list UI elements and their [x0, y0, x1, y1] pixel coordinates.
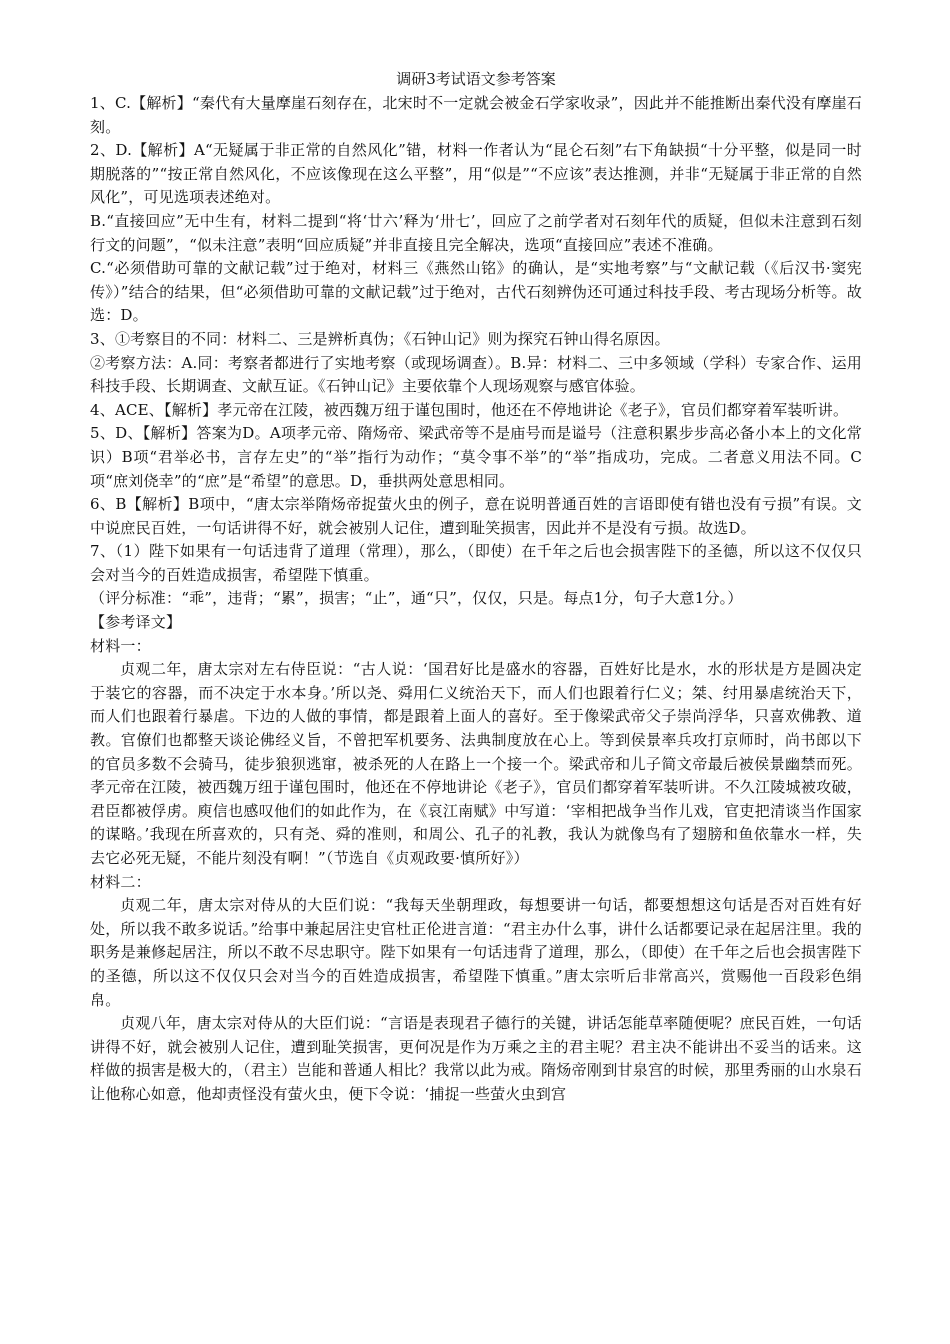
- paragraph: 【参考译文】: [90, 613, 182, 632]
- paragraph: 7、（1）陛下如果有一句话违背了道理（常理），那么，（即使）在千年之后也会损害陛下的圣德，所以这不仅仅只会对当今的百姓造成损害，希望陛下慎重。: [90, 542, 862, 584]
- document-body: [90, 92, 862, 1107]
- paragraph: 贞观八年，唐太宗对侍从的大臣们说：“言语是表现君子德行的关键，讲话怎能草率随便呢？庶民百姓，一句话讲得不好，就会被别人记住，遭到耻笑损害，更何况是作为万乘之主的君主呢？君主决不能讲出不妥当的话来。这样做的损害是极大的，（君主）岂能和普通人相比？我常以此为戒。隋炀帝刚到甘泉宫的时候，那里秀丽的山水泉石让他称心如意，他却责怪没有萤火虫，便下令说：‘捕捉一些萤火虫到宫: [90, 1014, 862, 1103]
- paragraph: 贞观二年，唐太宗对侍从的大臣们说：“我每天坐朝理政，每想要讲一句话，都要想想这句话是否对百姓有好处，所以我不敢多说话。”给事中兼起居注史官杜正伦进言道：“君主办什么事，讲什么话都要记录在起居注里。我的职务是兼修起居注，所以不敢不尽忠职守。陛下如果有一句话违背了道理，那么，（即使）在千年之后也会损害陛下的圣德，所以这不仅仅只会对当今的百姓造成损害，希望陛下慎重。”唐太宗听后非常高兴，赏赐他一百段彩色绢帛。: [90, 896, 862, 1009]
- paragraph: 5、D、【解析】答案为D。A项孝元帝、隋炀帝、梁武帝等不是庙号而是谥号（注意积累步步高必备小本上的文化常识）B项“君举必书，言存左史”的“举”指行为动作；“莫令事不举”的“举”指成功，完成。二者意义用法不同。C项“庶刘侥幸”的“庶”是“希望”的意思。D，垂拱两处意思相同。: [90, 424, 862, 490]
- paragraph: B.“直接回应”无中生有，材料二提到“将‘廿六’释为‘卅七’，回应了之前学者对石刻年代的质疑，但似未注意到石刻行文的问题”，“似未注意”表明“回应质疑”并非直接且完全解决，选项“直接回应”表述不准确。: [90, 211, 862, 254]
- paragraph: 1、C.【解析】“秦代有大量摩崖石刻存在，北宋时不一定就会被金石学家收录”，因此并不能推断出秦代没有摩崖石刻。: [90, 94, 862, 136]
- paragraph: 3、①考察目的不同：材料二、三是辨析真伪；《石钟山记》则为探究石钟山得名原因。: [90, 329, 670, 348]
- paragraph: 材料一：: [90, 636, 151, 655]
- paragraph: （评分标准：“乖”，违背；“累”，损害；“止”，通“只”，仅仅，只是。每点1分，句子大意1分。）: [90, 589, 743, 608]
- paragraph: 4、ACE、【解析】孝元帝在江陵，被西魏万纽于谨包围时，他还在不停地讲论《老子》，官员们都穿着军装听讲。: [90, 400, 849, 419]
- answer-document: [90, 68, 862, 1107]
- paragraph: 2、D.【解析】A“无疑属于非正常的自然风化”错，材料一作者认为“昆仑石刻”右下角缺损“十分平整，似是同一时期脱落的”“按正常自然风化，不应该像现在这么平整”，用“似是”“不应该”表达推测，并非“无疑属于非正常的自然风化”，可见选项表述绝对。: [90, 141, 862, 207]
- paragraph: 材料二：: [90, 872, 151, 891]
- paragraph: 6、B【解析】B项中，“唐太宗举隋炀帝捉萤火虫的例子，意在说明普通百姓的言语即使有错也没有亏损”有误。文中说庶民百姓，一句话讲得不好，就会被别人记住，遭到耻笑损害，因此并不是没有亏损。故选D。: [90, 495, 862, 537]
- paragraph: 贞观二年，唐太宗对左右侍臣说：“古人说：‘国君好比是盛水的容器，百姓好比是水，水的形状是方是圆决定于装它的容器，而不决定于水本身。’所以尧、舜用仁义统治天下，而人们也跟着行仁义；桀、纣用暴虐统治天下，而人们也跟着行暴虐。下边的人做的事情，都是跟着上面人的喜好。至于像梁武帝父子崇尚浮华，只喜欢佛教、道教。官僚们也都整天谈论佛经义旨，不曾把军机要务、法典制度放在心上。等到侯景率兵攻打京师时，尚书郎以下的官员多数不会骑马，徒步狼狈逃窜，被杀死的人在路上一个接一个。梁武帝和儿子简文帝最后被侯景幽禁而死。孝元帝在江陵，被西魏万纽于谨包围时，他还在不停地讲论《老子》，官员们都穿着军装听讲。不久江陵城被攻破，君臣都被俘虏。庾信也感叹他们的如此作为，在《哀江南赋》中写道：‘宰相把战争当作儿戏，官吏把清谈当作国家的谋略。’我现在所喜欢的，只有尧、舜的准则，和周公、孔子的礼教，我认为就像鸟有了翅膀和鱼依靠水一样，失去它必死无疑，不能片刻没有啊！”（节选自《贞观政要·慎所好》）: [90, 660, 862, 867]
- paragraph: ②考察方法：A.同：考察者都进行了实地考察（或现场调查）。B.异：材料二、三中多领域（学科）专家合作、运用科技手段、长期调查、文献互证。《石钟山记》主要依靠个人现场观察与感官体验。: [90, 353, 862, 396]
- document-title: 调研3考试语文参考答案: [396, 70, 556, 88]
- paragraph: C.“必须借助可靠的文献记载”过于绝对，材料三《燕然山铭》的确认，是“实地考察”与“文献记载（《后汉书·窦宪传》）”结合的结果，但“必须借助可靠的文献记载”过于绝对，古代石刻辨伪还可通过科技手段、考古现场分析等。故选：D。: [90, 259, 862, 325]
